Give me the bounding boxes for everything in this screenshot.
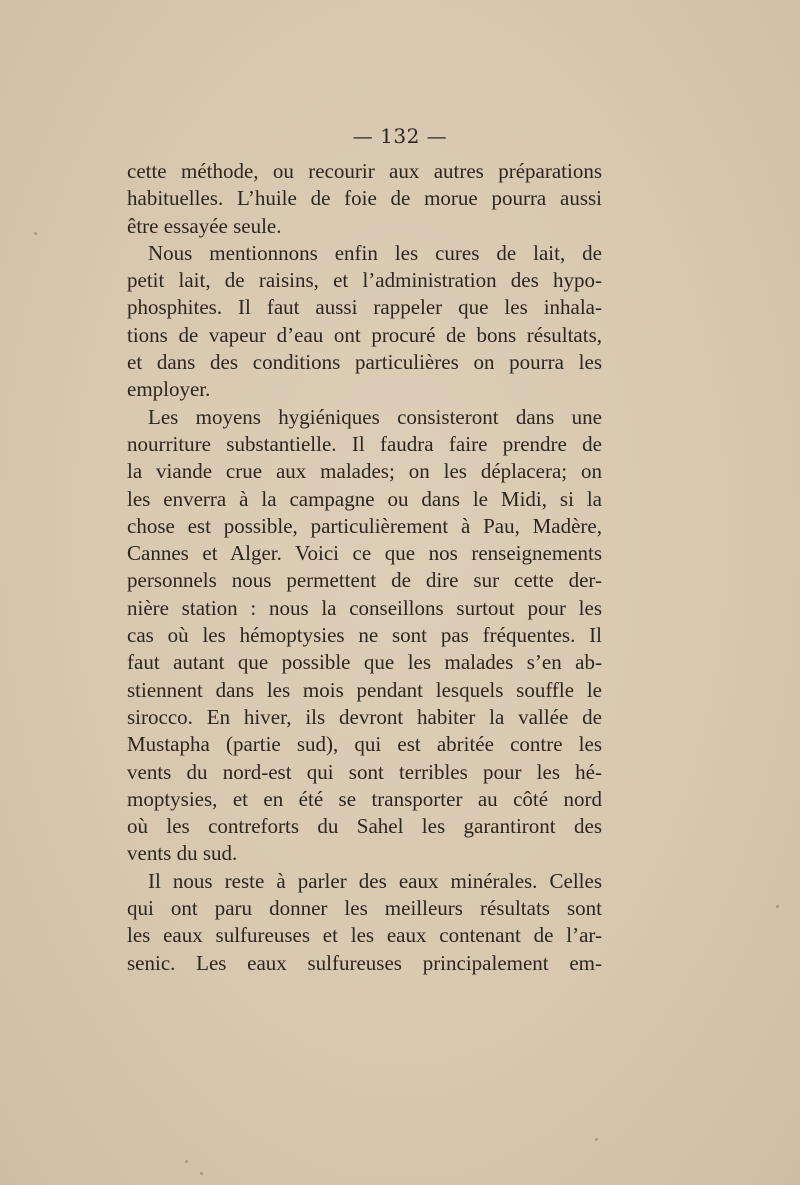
text-line: employer. xyxy=(127,377,211,402)
text-line: personnels nous permettent de dire sur cette der- xyxy=(127,568,602,593)
text-line: les enverra à la campagne ou dans le Midi, si la xyxy=(127,486,602,511)
text-line: Il nous reste à parler des eaux minérales. Celles xyxy=(148,868,602,893)
body-text xyxy=(127,158,602,977)
text-line: cas où les hémoptysies ne sont pas fréquentes. Il xyxy=(127,623,602,648)
text-line: phosphites. Il faut aussi rappeler que les inhala- xyxy=(127,295,602,320)
paper-speck xyxy=(200,1172,203,1175)
page-number: — 132 — xyxy=(352,124,448,148)
paper-speck xyxy=(776,905,779,908)
text-line: habituelles. L’huile de foie de morue pourra aussi xyxy=(127,186,602,211)
text-line: Nous mentionnons enfin les cures de lait, de xyxy=(148,240,602,265)
text-line: vents du sud. xyxy=(127,841,238,866)
text-line: la viande crue aux malades; on les déplacera; on xyxy=(127,459,602,484)
text-line: senic. Les eaux sulfureuses principalement em- xyxy=(127,950,602,975)
text-line: Les moyens hygiéniques consisteront dans une xyxy=(148,404,602,429)
text-line: nourriture substantielle. Il faudra faire prendre de xyxy=(127,431,602,456)
text-line: faut autant que possible que les malades s’en ab- xyxy=(127,650,602,675)
text-line: petit lait, de raisins, et l’administration des hypo- xyxy=(127,268,602,293)
text-line: et dans des conditions particulières on pourra les xyxy=(127,350,602,375)
paper-speck xyxy=(34,232,37,235)
paper-speck xyxy=(185,1160,188,1163)
text-line: chose est possible, particulièrement à Pau, Madère, xyxy=(127,513,602,538)
paper-speck xyxy=(595,1138,598,1141)
text-line: qui ont paru donner les meilleurs résultats sont xyxy=(127,896,602,921)
text-line: cette méthode, ou recourir aux autres préparations xyxy=(127,159,602,183)
text-line: être essayée seule. xyxy=(127,213,282,238)
text-line: où les contreforts du Sahel les garantiront des xyxy=(127,814,602,839)
text-line: Mustapha (partie sud), qui est abritée contre les xyxy=(127,732,602,757)
text-line: Cannes et Alger. Voici ce que nos renseignements xyxy=(127,541,602,566)
text-line: les eaux sulfureuses et les eaux contenant de l’ar- xyxy=(127,923,602,948)
text-line: sirocco. En hiver, ils devront habiter la vallée de xyxy=(127,704,602,729)
text-line: tions de vapeur d’eau ont procuré de bons résultats, xyxy=(127,322,602,347)
text-line: moptysies, et en été se transporter au côté nord xyxy=(127,786,602,811)
text-line: stiennent dans les mois pendant lesquels souffle le xyxy=(127,677,602,702)
text-line: nière station : nous la conseillons surtout pour les xyxy=(127,595,602,620)
text-line: vents du nord-est qui sont terribles pour les hé- xyxy=(127,759,602,784)
